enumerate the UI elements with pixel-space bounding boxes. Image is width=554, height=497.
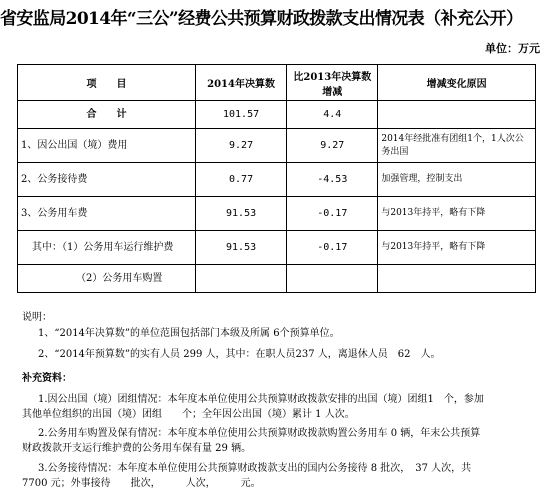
row-actual: 101.57 — [195, 101, 286, 129]
row-change: -0.17 — [287, 197, 378, 231]
row-change — [287, 265, 378, 293]
supplement-1-line-1: 1.因公出国（境）团组情况：本年度本单位使用公共预算财政拨款安排的出国（境）团组1 个，参加 — [38, 394, 484, 405]
table-row — [18, 129, 536, 163]
supplement-1-line-2: 其他单位组织的出国（境）团组 个；全年因公出国（境）累计 1 人次。 — [22, 409, 355, 420]
header-item: 项 目 — [18, 65, 196, 101]
row-change: 4.4 — [287, 101, 378, 129]
row-item: 合 计 — [18, 101, 196, 129]
header-reason: 增减变化原因 — [378, 65, 536, 101]
notes-heading: 说明： — [22, 312, 52, 323]
row-reason — [378, 101, 536, 129]
table-row-total — [18, 101, 536, 129]
header-actual: 2014年决算数 — [195, 65, 286, 101]
row-item: 2、公务接待费 — [18, 163, 196, 197]
supplement-2-line-1: 2.公务用车购置及保有情况：本年度本单位使用公共预算财政拨款购置公务用车 0 辆，年末公共预算 — [38, 428, 481, 439]
supplement-3-line-1: 3.公务接待情况：本年度本单位使用公共预算财政拨款支出的国内公务接待 8 批次， 37 人次，共 — [38, 463, 472, 474]
row-actual: 91.53 — [195, 231, 286, 265]
table-row — [18, 265, 536, 293]
table-row — [18, 197, 536, 231]
row-item: 3、公务用车费 — [18, 197, 196, 231]
supplement-3-line-2: 7700 元；外事接待 批次， 人次， 元。 — [22, 478, 261, 489]
row-item: 其中：（1）公务用车运行维护费 — [18, 231, 196, 265]
page-title: 省安监局2014年“三公”经费公共预算财政拨款支出情况表（补充公开） — [0, 9, 523, 29]
row-actual — [195, 265, 286, 293]
unit-label: 单位：万元 — [485, 42, 540, 55]
row-change: -4.53 — [287, 163, 378, 197]
note-1: 1、“2014年决算数”的单位范围包括部门本级及所属 6个预算单位。 — [38, 328, 340, 339]
table-row — [18, 231, 536, 265]
row-change: 9.27 — [287, 129, 378, 163]
row-reason: 与2013年持平，略有下降 — [378, 197, 536, 231]
note-2: 2、“2014年预算数”的实有人员 299 人，其中：在职人员237 人，离退休人员 62 人。 — [38, 349, 441, 360]
row-item: （2）公务用车购置 — [18, 265, 196, 293]
row-reason: 加强管理，控制支出 — [378, 163, 536, 197]
row-item: 1、因公出国（境）费用 — [18, 129, 196, 163]
table-header-row — [18, 65, 536, 101]
header-change: 比2013年决算数增减 — [287, 65, 378, 101]
supplement-heading: 补充资料： — [22, 373, 72, 384]
table-row — [18, 163, 536, 197]
row-change: -0.17 — [287, 231, 378, 265]
row-reason — [378, 265, 536, 293]
row-actual: 0.77 — [195, 163, 286, 197]
row-actual: 91.53 — [195, 197, 286, 231]
row-reason: 2014年经批准有团组1个，1人次公务出国 — [378, 129, 536, 163]
expense-table — [17, 64, 536, 293]
row-reason: 与2013年持平，略有下降 — [378, 231, 536, 265]
supplement-2-line-2: 财政拨款开支运行维护费的公务用车保有量 29 辆。 — [22, 443, 252, 454]
row-actual: 9.27 — [195, 129, 286, 163]
